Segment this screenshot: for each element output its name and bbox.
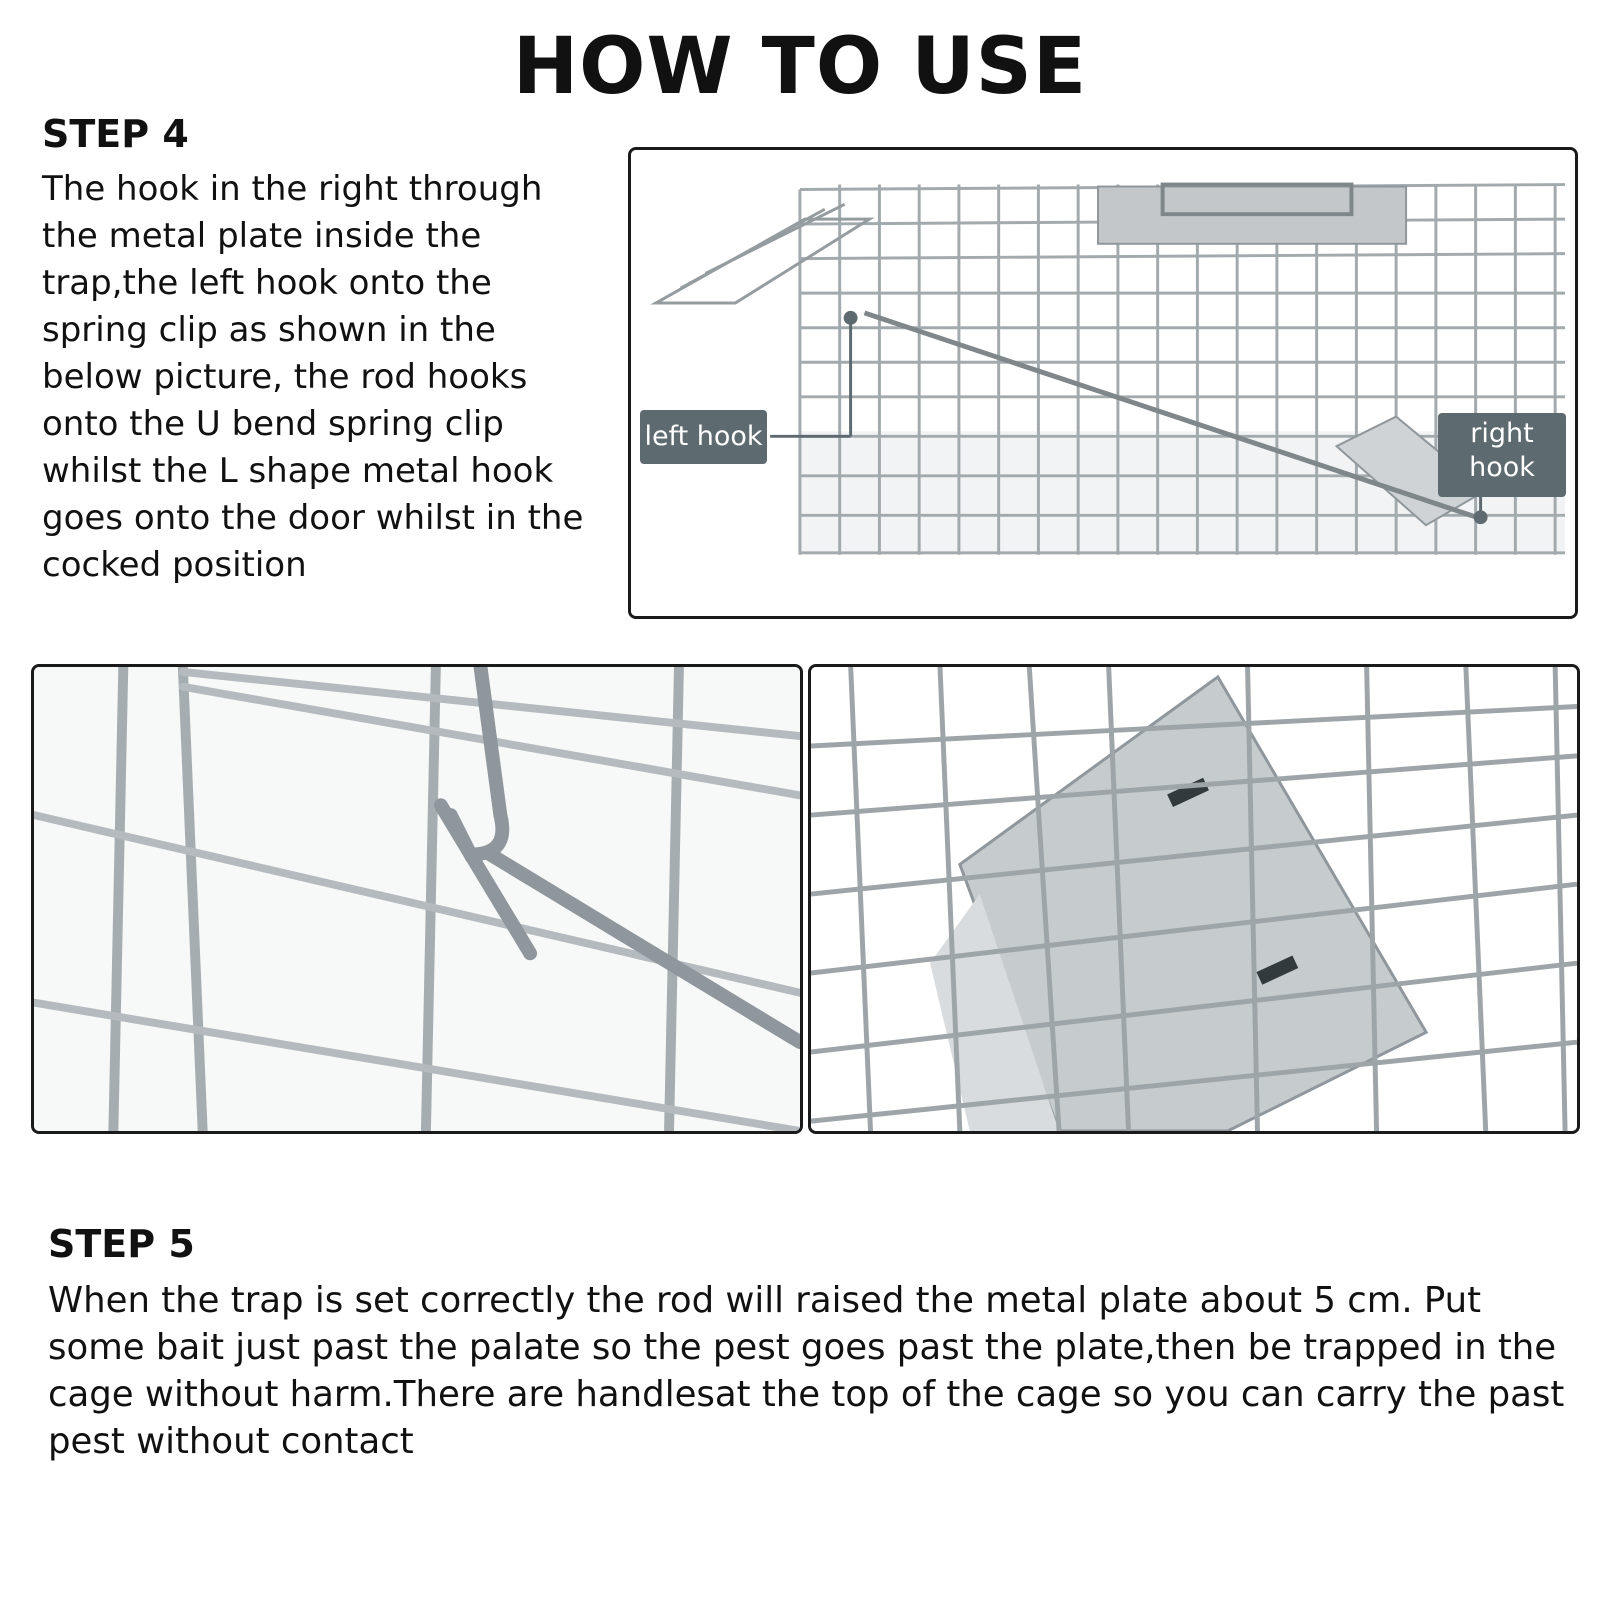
right-hook-closeup-image [808, 664, 1580, 1134]
step-5-heading: STEP 5 [48, 1222, 195, 1266]
step-5-instructions: When the trap is set correctly the rod will raised the metal plate about 5 cm. Put some bait just past the palate so the pest goes past the plate,then be trapped in the cage without harm.There are handlesat the top of the cage so you can carry the past pest without contact [48, 1280, 1565, 1462]
step-4-instructions: The hook in the right through the metal plate inside the trap,the left hook onto the spring clip as shown in the below picture, the rod hooks onto the U bend spring clip whilst the L shape metal hook goes onto the door whilst in the cocked position [42, 169, 584, 585]
page-title: HOW TO USE [512, 22, 1088, 112]
right-hook-closeup-illustration [811, 667, 1577, 1131]
right-hook-label: right hook [1438, 413, 1566, 497]
trap-overview-image [628, 147, 1578, 619]
trap-overview-illustration [631, 150, 1575, 616]
step-4-heading: STEP 4 [42, 112, 189, 156]
left-hook-closeup-image [31, 664, 803, 1134]
left-hook-label: left hook [640, 410, 767, 464]
left-hook-closeup-illustration [34, 667, 800, 1131]
